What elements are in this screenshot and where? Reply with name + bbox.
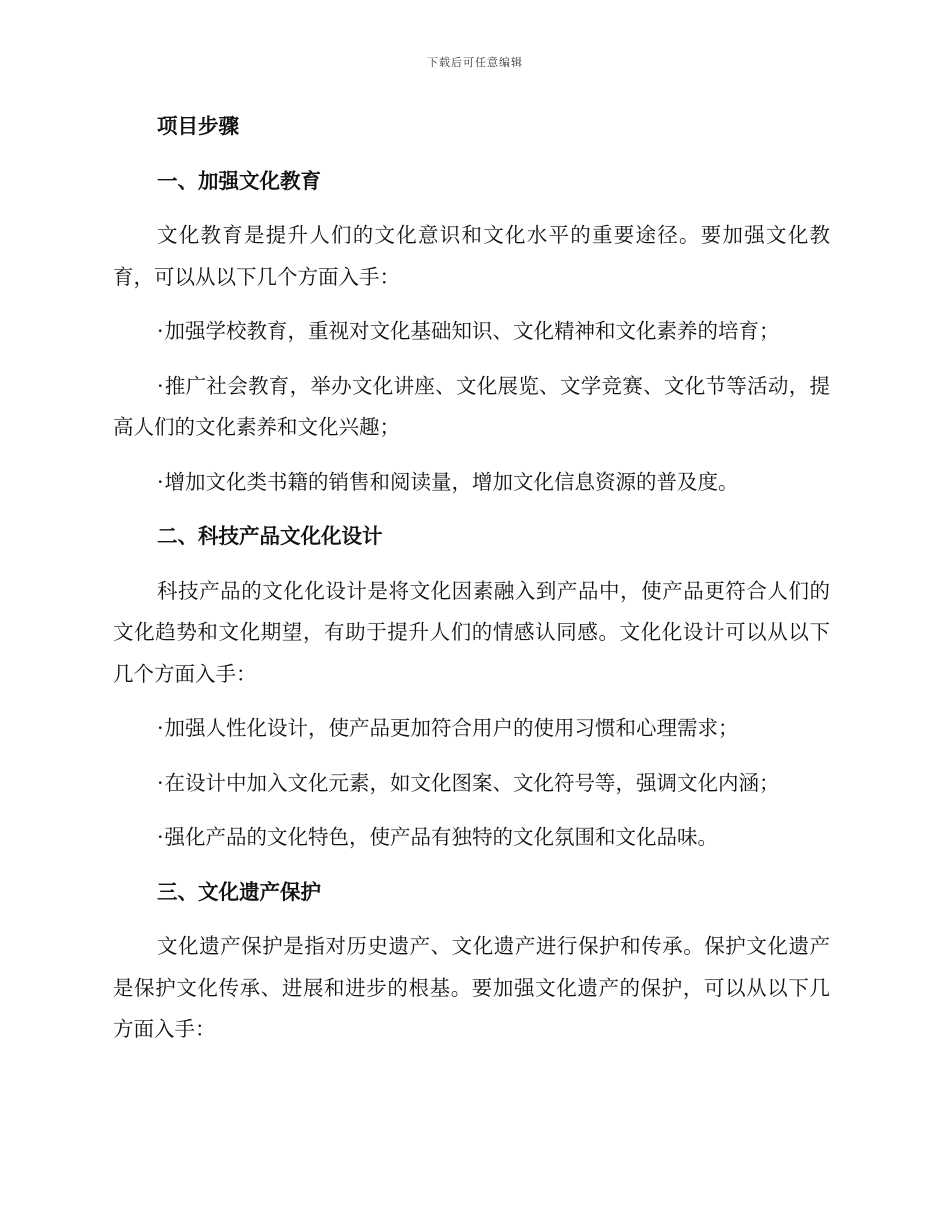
- bullet-text: 在设计中加入文化元素，如文化图案、文化符号等，强调文化内涵；: [164, 770, 780, 795]
- bullet-item: [113, 708, 830, 750]
- bullet-text: 增加文化类书籍的销售和阅读量，增加文化信息资源的普及度。: [164, 469, 739, 494]
- bullet-dot: ·: [157, 770, 164, 795]
- bullet-dot: ·: [157, 825, 164, 849]
- page-header: 下载后可任意编辑: [427, 56, 523, 69]
- section-heading-1: 一、加强文化教育: [157, 168, 321, 193]
- document-title: 项目步骤: [157, 114, 239, 138]
- bullet-text: 加强人性化设计，使产品更加符合用户的使用习惯和心理需求；: [164, 716, 739, 740]
- section-heading-2: 二、科技产品文化化设计: [157, 524, 383, 548]
- section-intro-3: 文化遗产保护是指对历史遗产、文化遗产进行保护和传承。保护文化遗产是保护文化传承、进展和进步的根基。要加强文化遗产的保护，可以从以下几方面入手：: [113, 934, 830, 1041]
- bullet-dot: ·: [157, 716, 164, 740]
- section-intro-1: 文化教育是提升人们的文化意识和文化水平的重要途径。要加强文化教育，可以从以下几个方面入手：: [113, 223, 830, 289]
- section-intro-2: 科技产品的文化化设计是将文化因素融入到产品中，使产品更符合人们的文化趋势和文化期望，有助于提升人们的情感认同感。文化化设计可以从以下几个方面入手：: [113, 578, 830, 686]
- bullet-item: [113, 366, 830, 449]
- bullet-text: 推广社会教育，举办文化讲座、文化展览、文学竞赛、文化节等活动，提高人们的文化素养和文化兴趣；: [113, 373, 830, 439]
- bullet-item: [113, 311, 830, 353]
- document-body: [113, 106, 830, 1064]
- bullet-dot: ·: [157, 469, 164, 494]
- bullet-dot: ·: [157, 319, 164, 343]
- bullet-item: [113, 462, 830, 504]
- bullet-dot: ·: [157, 373, 164, 398]
- section-heading-3: 三、文化遗产保护: [157, 879, 321, 904]
- bullet-item: [113, 817, 830, 859]
- bullet-text: 强化产品的文化特色，使产品有独特的文化氛围和文化品味。: [164, 825, 719, 849]
- bullet-item: [113, 763, 830, 805]
- bullet-text: 加强学校教育，重视对文化基础知识、文化精神和文化素养的培育；: [164, 319, 780, 343]
